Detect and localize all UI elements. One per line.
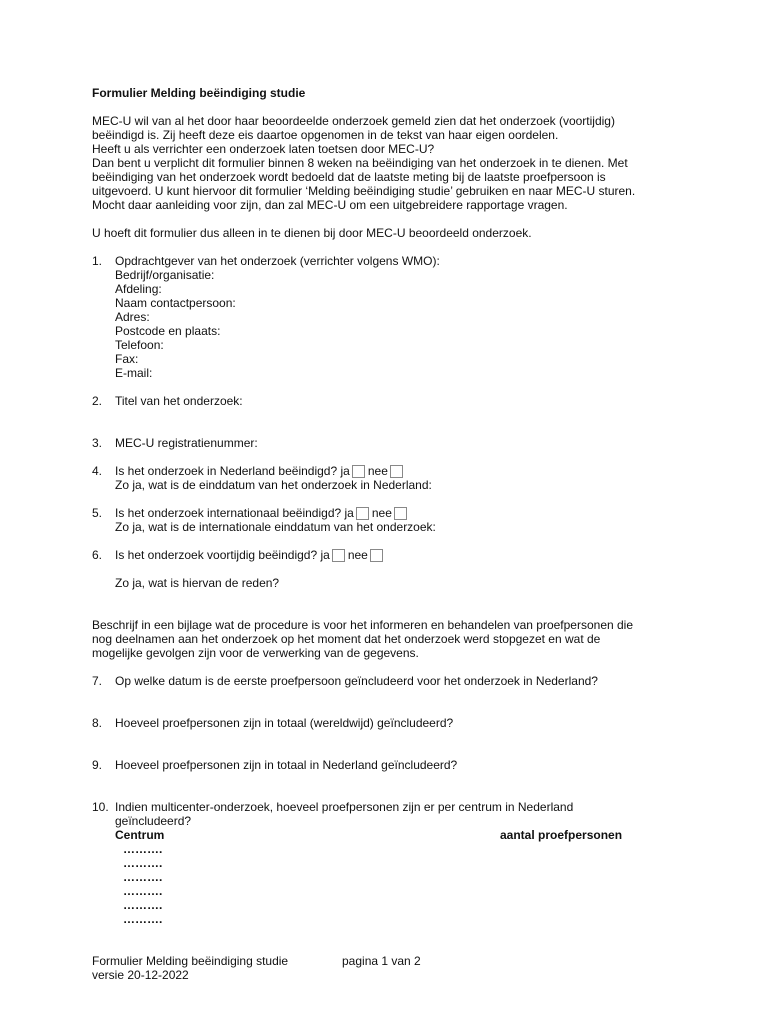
field-address[interactable]: Adres: — [115, 310, 150, 324]
centre-row[interactable]: ………. — [123, 898, 163, 912]
describe-line: Beschrijf in een bijlage wat de procedure is voor het informeren en behandelen van proefpersonen die — [92, 618, 634, 632]
field-email[interactable]: E-mail: — [115, 366, 153, 380]
checkbox-no[interactable] — [390, 465, 403, 478]
question-10 — [92, 800, 692, 926]
field-fax[interactable]: Fax: — [115, 352, 139, 366]
column-aantal: aantal proefpersonen — [500, 828, 623, 842]
question-text: Is het onderzoek internationaal beëindigd? ja — [115, 506, 354, 520]
contact-fields — [115, 268, 692, 380]
footer-version: versie 20-12-2022 — [92, 968, 189, 982]
form-page — [92, 86, 692, 926]
centre-row[interactable]: ………. — [123, 884, 163, 898]
field-end-date-nl[interactable]: Zo ja, wat is de einddatum van het onderzoek in Nederland: — [115, 478, 432, 492]
option-label: nee — [367, 464, 388, 478]
field-postcode-city[interactable]: Postcode en plaats: — [115, 324, 221, 338]
field-contact-name[interactable]: Naam contactpersoon: — [115, 296, 236, 310]
intro-line: beëindigd is. Zij heeft deze eis daartoe opgenomen in de tekst van haar eigen oordelen. — [92, 128, 559, 142]
centre-table-header — [115, 828, 692, 842]
question-4 — [92, 464, 692, 492]
option-label: nee — [371, 506, 392, 520]
field-termination-reason[interactable]: Zo ja, wat is hiervan de reden? — [115, 576, 280, 590]
field-study-title[interactable]: Titel van het onderzoek: — [115, 394, 243, 408]
question-number: 4. — [92, 464, 103, 478]
question-number: 5. — [92, 506, 103, 520]
centre-row[interactable]: ………. — [123, 842, 163, 856]
note-text: U hoeft dit formulier dus alleen in te dienen bij door MEC-U beoordeeld onderzoek. — [92, 226, 532, 240]
field-end-date-international[interactable]: Zo ja, wat is de internationale einddatum van het onderzoek: — [115, 520, 436, 534]
field-department[interactable]: Afdeling: — [115, 282, 162, 296]
question-2 — [92, 394, 692, 408]
centre-row[interactable]: ………. — [123, 912, 163, 926]
question-number: 8. — [92, 716, 103, 730]
intro-line: MEC-U wil van al het door haar beoordeelde onderzoek gemeld zien dat het onderzoek (voortijdig) — [92, 114, 615, 128]
question-7 — [92, 674, 692, 688]
question-text: Is het onderzoek in Nederland beëindigd? ja — [115, 464, 350, 478]
centre-row[interactable]: ………. — [123, 856, 163, 870]
field-registration-number[interactable]: MEC-U registratienummer: — [115, 436, 258, 450]
option-label: nee — [347, 548, 368, 562]
checkbox-yes[interactable] — [332, 549, 345, 562]
describe-line: mogelijke gevolgen zijn voor de verwerking van de gegevens. — [92, 646, 419, 660]
question-number: 10. — [92, 800, 109, 814]
question-text: Opdrachtgever van het onderzoek (verrichter volgens WMO): — [115, 254, 440, 268]
column-centrum: Centrum — [115, 828, 165, 842]
checkbox-yes[interactable] — [356, 507, 369, 520]
checkbox-yes[interactable] — [352, 465, 365, 478]
question-number: 3. — [92, 436, 103, 450]
intro-line: Heeft u als verrichter een onderzoek laten toetsen door MEC-U? — [92, 142, 435, 156]
field-phone[interactable]: Telefoon: — [115, 338, 164, 352]
footer-form-name: Formulier Melding beëindiging studie — [92, 954, 289, 968]
question-9 — [92, 758, 692, 772]
question-number: 7. — [92, 674, 103, 688]
question-number: 9. — [92, 758, 103, 772]
page-footer — [92, 954, 592, 982]
question-text: Indien multicenter-onderzoek, hoeveel proefpersonen zijn er per centrum in Nederland — [115, 800, 574, 814]
page-title: Formulier Melding beëindiging studie — [92, 86, 306, 100]
centre-row[interactable]: ………. — [123, 870, 163, 884]
question-number: 1. — [92, 254, 103, 268]
field-first-inclusion-date[interactable]: Op welke datum is de eerste proefpersoon geïncludeerd voor het onderzoek in Nederland? — [115, 674, 598, 688]
describe-paragraph — [92, 618, 692, 660]
field-company[interactable]: Bedrijf/organisatie: — [115, 268, 215, 282]
question-8 — [92, 716, 692, 730]
question-number: 6. — [92, 548, 103, 562]
checkbox-no[interactable] — [394, 507, 407, 520]
footer-page-number: pagina 1 van 2 — [342, 954, 421, 968]
question-text: geïncludeerd? — [115, 814, 192, 828]
field-total-netherlands[interactable]: Hoeveel proefpersonen zijn in totaal in Nederland geïncludeerd? — [115, 758, 458, 772]
question-6 — [92, 548, 692, 590]
intro-line: Mocht daar aanleiding voor zijn, dan zal MEC-U om een uitgebreidere rapportage vragen. — [92, 198, 568, 212]
field-total-worldwide[interactable]: Hoeveel proefpersonen zijn in totaal (wereldwijd) geïncludeerd? — [115, 716, 454, 730]
question-5 — [92, 506, 692, 534]
intro-paragraph — [92, 114, 692, 212]
intro-line: uitgevoerd. U kunt hiervoor dit formulier ‘Melding beëindiging studie’ gebruiken en naar MEC-U sturen. — [92, 184, 636, 198]
intro-line: Dan bent u verplicht dit formulier binnen 8 weken na beëindiging van het onderzoek in te dienen. Met — [92, 156, 628, 170]
question-text: Is het onderzoek voortijdig beëindigd? ja — [115, 548, 330, 562]
question-number: 2. — [92, 394, 103, 408]
question-1 — [92, 254, 692, 380]
describe-line: nog deelnamen aan het onderzoek op het moment dat het onderzoek werd stopgezet en wat de — [92, 632, 601, 646]
question-3 — [92, 436, 692, 450]
checkbox-no[interactable] — [370, 549, 383, 562]
intro-line: beëindiging van het onderzoek wordt bedoeld dat de laatste meting bij de laatste proefpersoon is — [92, 170, 606, 184]
